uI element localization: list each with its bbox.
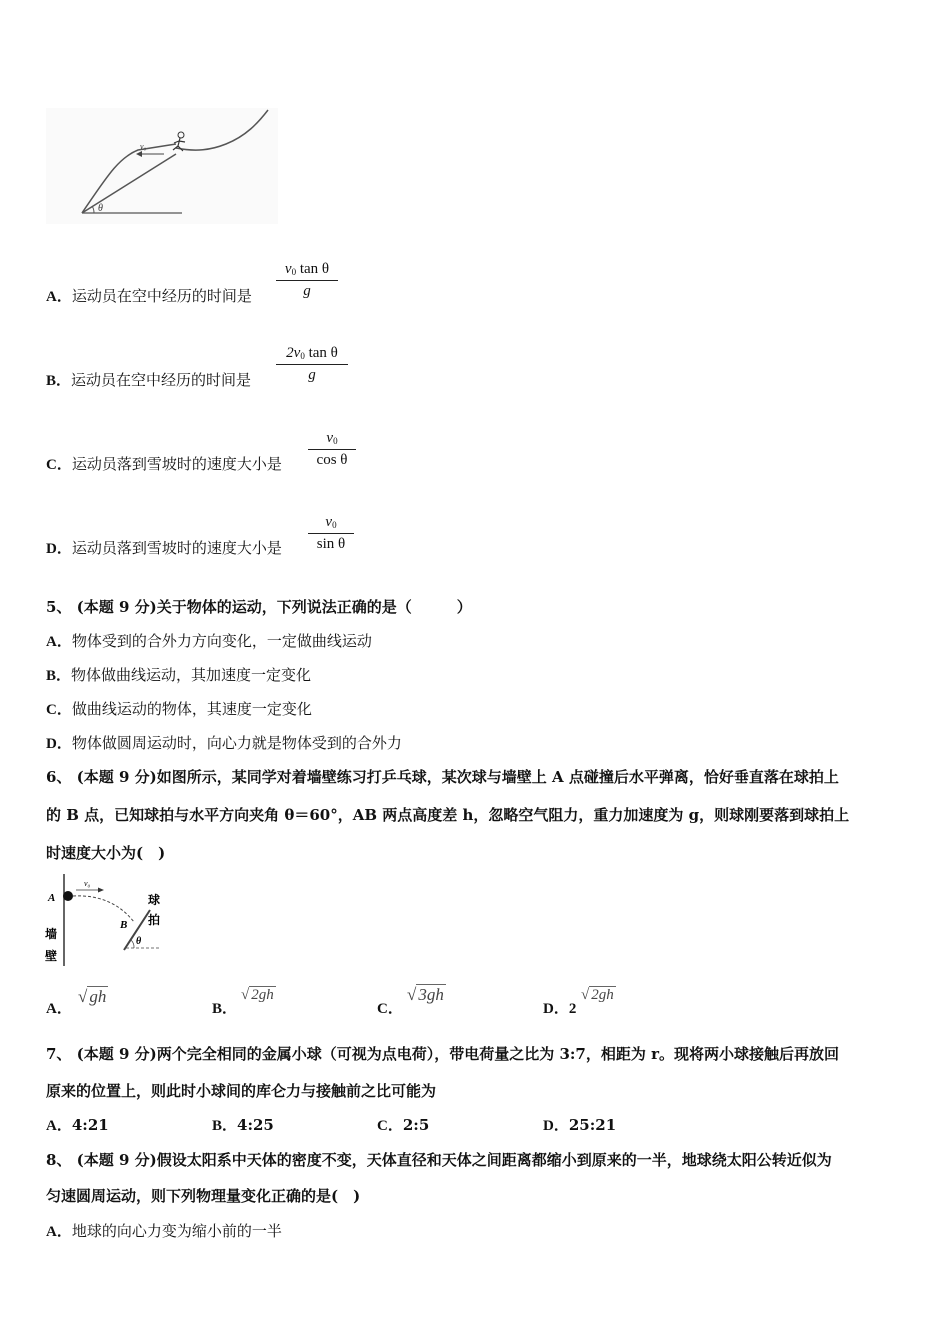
q8-option-a[interactable]: [46, 1221, 282, 1242]
v0-label: v₀: [84, 879, 91, 888]
option-text: 4:25: [237, 1116, 274, 1134]
q4-option-c-formula: $v_0$ cos θ: [308, 430, 356, 469]
q4-option-a[interactable]: [46, 286, 252, 307]
q8-stem-line1: 8、 (本题 9 分)假设太阳系中天体的密度不变，天体直径和天体之间距离都缩小到原来的一半，地球绕太阳公转近似为: [46, 1151, 832, 1169]
q4-option-b[interactable]: [46, 370, 251, 391]
q5-stem: 5、 (本题 9 分)关于物体的运动，下列说法正确的是（ ）: [46, 598, 472, 616]
q7-option-c[interactable]: [377, 1115, 429, 1136]
q4-option-c[interactable]: [46, 454, 282, 475]
point-b-label: B: [120, 919, 128, 931]
option-label: B．: [46, 373, 72, 389]
option-label: A．: [46, 634, 72, 650]
q7-option-a[interactable]: [46, 1115, 109, 1136]
option-label: B．: [212, 1001, 238, 1017]
option-text: 4:21: [71, 1116, 109, 1134]
q6-option-a-formula: √ gh: [78, 987, 107, 1006]
wall-label-1: 墙: [45, 927, 58, 941]
racket-label-1: 球: [148, 893, 161, 907]
q5-option-c[interactable]: [46, 699, 312, 720]
option-label: A．: [46, 1118, 72, 1134]
racket-label-2: 拍: [148, 913, 161, 927]
option-label: C．: [377, 1001, 403, 1017]
option-text: 地球的向心力变为缩小前的一半: [71, 1222, 282, 1240]
option-text: 25:21: [568, 1116, 617, 1134]
q6-option-c[interactable]: [377, 998, 403, 1019]
q7-stem-line1: 7、 (本题 9 分)两个完全相同的金属小球（可视为点电荷），带电荷量之比为 3:7，相距为 r。现将两小球接触后再放回: [46, 1045, 839, 1063]
q6-stem-line3: 时速度大小为( ): [46, 844, 166, 862]
option-label: D．: [543, 1118, 569, 1134]
option-text: 运动员在空中经历的时间是: [71, 287, 252, 305]
option-label: B．: [212, 1118, 238, 1134]
option-text: 运动员落到雪坡时的速度大小是: [71, 455, 282, 473]
v0-label: v₀: [140, 142, 147, 151]
wall-racket-figure: [42, 872, 166, 968]
ski-slope-figure: [46, 108, 278, 224]
option-text: 做曲线运动的物体，其速度一定变化: [71, 700, 312, 718]
q7-option-b[interactable]: [212, 1115, 274, 1136]
option-text: 物体做圆周运动时，向心力就是物体受到的合外力: [71, 734, 402, 752]
option-label: B．: [46, 668, 72, 684]
q4-option-b-formula: $2v_0$ tan θ g: [276, 345, 348, 384]
point-a-label: A: [48, 892, 56, 904]
q6-option-a[interactable]: [46, 998, 72, 1019]
option-label: D．: [543, 1001, 569, 1017]
q6-option-d[interactable]: [543, 998, 576, 1019]
q6-option-d-formula: √ 2gh: [581, 987, 614, 1003]
q6-stem-line1: 6、 (本题 9 分)如图所示，某同学对着墙壁练习打乒乓球，某次球与墙壁上 A 点碰撞后水平弹离，恰好垂直落在球拍上: [46, 768, 839, 786]
option-label: D．: [46, 541, 72, 557]
q7-stem-line2: 原来的位置上，则此时小球间的库仑力与接触前之比可能为: [46, 1082, 437, 1100]
option-text: 物体受到的合外力方向变化，一定做曲线运动: [71, 632, 372, 650]
theta-label: θ: [136, 936, 142, 947]
q4-option-d-formula: $v_0$ sin θ: [308, 514, 354, 553]
q6-option-b-formula: √ 2gh: [241, 987, 274, 1003]
option-text: 运动员在空中经历的时间是: [71, 371, 252, 389]
option-label: A．: [46, 1224, 72, 1240]
option-label: C．: [46, 457, 72, 473]
wall-label-2: 壁: [45, 949, 58, 963]
q5-option-a[interactable]: [46, 631, 372, 652]
option-text: 运动员落到雪坡时的速度大小是: [71, 539, 282, 557]
option-coefficient: 2: [568, 1001, 577, 1017]
q4-option-a-formula: $v_0$ tan θ g: [276, 261, 338, 300]
option-text: 2:5: [402, 1116, 430, 1134]
option-label: D．: [46, 736, 72, 752]
option-label: A．: [46, 289, 72, 305]
option-label: C．: [46, 702, 72, 718]
q5-option-d[interactable]: [46, 733, 402, 754]
q7-option-d[interactable]: [543, 1115, 616, 1136]
theta-label: θ: [98, 203, 103, 214]
q6-option-c-formula: √ 3gh: [407, 985, 444, 1004]
option-text: 物体做曲线运动，其加速度一定变化: [71, 666, 312, 684]
option-label: A．: [46, 1001, 72, 1017]
option-label: C．: [377, 1118, 403, 1134]
q5-option-b[interactable]: [46, 665, 311, 686]
q6-stem-line2: 的 B 点，已知球拍与水平方向夹角 θ＝60°，AB 两点高度差 h，忽略空气阻力，重力加速度为 g，则球刚要落到球拍上: [46, 806, 850, 824]
q4-option-d[interactable]: [46, 538, 282, 559]
q8-stem-line2: 匀速圆周运动，则下列物理量变化正确的是( ): [46, 1187, 361, 1205]
q6-option-b[interactable]: [212, 998, 237, 1019]
